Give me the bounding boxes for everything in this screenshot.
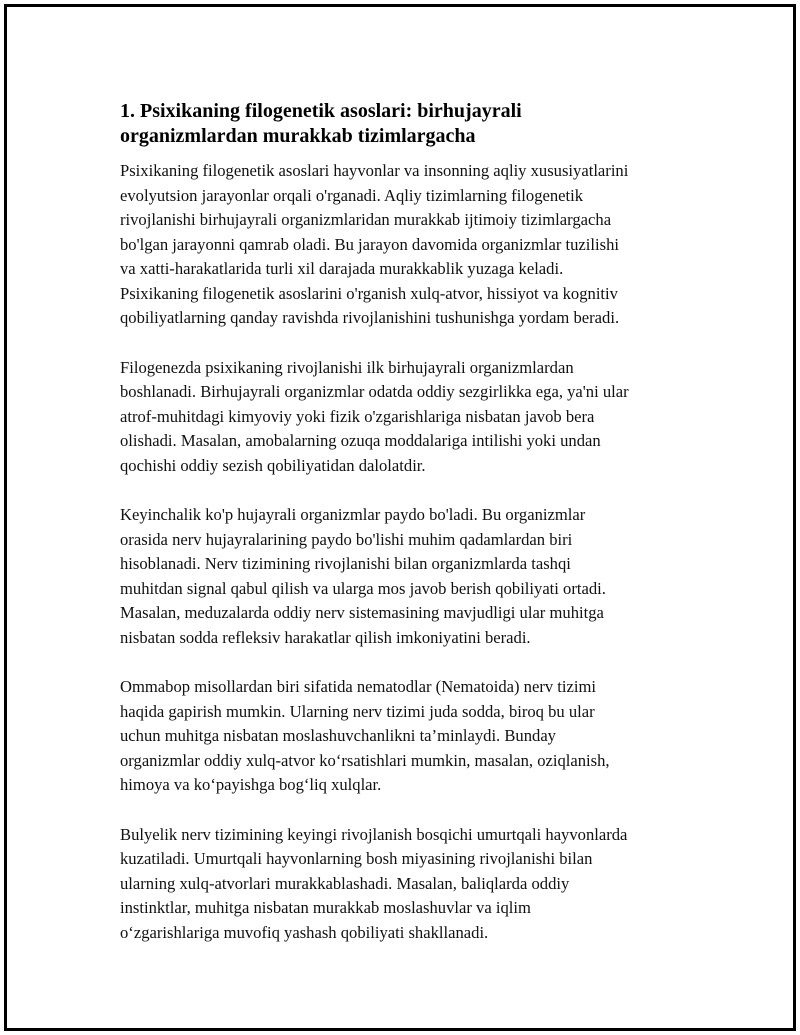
text-line: evolyutsion jarayonlar orqali o'rganadi. Aqliy tizimlarning filogenetik bbox=[120, 185, 584, 205]
text-line: uchun muhitga nisbatan moslashuvchanlikni ta’minlaydi. Bunday bbox=[120, 726, 556, 745]
text-line: Filogenezda psixikaning rivojlanishi ilk birhujayrali organizmlardan bbox=[120, 357, 574, 377]
paragraph-multicellular bbox=[120, 503, 695, 650]
text-line: boshlanadi. Birhujayrali organizmlar odatda oddiy sezgirlikka ega, ya'ni ular bbox=[120, 382, 629, 401]
text-line: qobiliyatlarning qanday ravishda rivojlanishini tushunishga yordam beradi. bbox=[120, 308, 620, 327]
page-frame bbox=[4, 4, 796, 1031]
text-line: o‘zgarishlariga muvofiq yashash qobiliyati shakllanadi. bbox=[120, 922, 489, 942]
paragraph-unicellular bbox=[120, 356, 695, 479]
text-line: himoya va ko‘payishga bog‘liq xulqlar. bbox=[120, 775, 382, 794]
text-line: olishadi. Masalan, amobalarning ozuqa moddalariga intilishi yoki undan bbox=[120, 431, 601, 450]
section-title bbox=[120, 99, 695, 149]
text-line: Psixikaning filogenetik asoslarini o'rganish xulq-atvor, hissiyot va kognitiv bbox=[120, 283, 618, 303]
document-body bbox=[120, 99, 695, 945]
text-line: bo'lgan jarayonni qamrab oladi. Bu jarayon davomida organizmlar tuzilishi bbox=[120, 234, 619, 254]
text-line: hisoblanadi. Nerv tizimining rivojlanishi bilan organizmlarda tashqi bbox=[120, 554, 571, 573]
text-line: muhitdan signal qabul qilish va ularga mos javob berish qobiliyati ortadi. bbox=[120, 578, 606, 598]
text-line: Keyinchalik ko'p hujayrali organizmlar paydo bo'ladi. Bu organizmlar bbox=[120, 505, 586, 524]
text-line: va xatti-harakatlarida turli xil darajada murakkablik yuzaga keladi. bbox=[120, 259, 564, 278]
text-line: atrof-muhitdagi kimyoviy yoki fizik o'zgarishlariga nisbatan javob bera bbox=[120, 406, 595, 426]
title-line: 1. Psixikaning filogenetik asoslari: birhujayrali bbox=[120, 100, 522, 122]
title-line: organizmlardan murakkab tizimlargacha bbox=[120, 125, 476, 147]
text-line: nisbatan sodda refleksiv harakatlar qilish imkoniyatini beradi. bbox=[120, 627, 531, 647]
text-line: Psixikaning filogenetik asoslari hayvonlar va insonning aqliy xususiyatlarini bbox=[120, 161, 629, 180]
text-line: rivojlanishi birhujayrali organizmlaridan murakkab ijtimoiy tizimlargacha bbox=[120, 210, 612, 229]
text-line: Masalan, meduzalarda oddiy nerv sistemasining mavjudligi ular muhitga bbox=[120, 603, 604, 622]
text-line: ularning xulq-atvorlari murakkablashadi. Masalan, baliqlarda oddiy bbox=[120, 873, 570, 893]
text-line: kuzatiladi. Umurtqali hayvonlarning bosh miyasining rivojlanishi bilan bbox=[120, 849, 593, 868]
text-line: Bulyelik nerv tizimining keyingi rivojlanish bosqichi umurtqali hayvonlarda bbox=[120, 824, 628, 844]
text-line: instinktlar, muhitga nisbatan murakkab moslashuvlar va iqlim bbox=[120, 898, 531, 917]
paragraph-nematodes bbox=[120, 675, 695, 798]
paragraph-intro bbox=[120, 159, 695, 331]
text-line: qochishi oddiy sezish qobiliyatidan dalolatdir. bbox=[120, 455, 426, 475]
text-line: Ommabop misollardan biri sifatida nematodlar (Nematoida) nerv tizimi bbox=[120, 677, 597, 696]
text-line: organizmlar oddiy xulq-atvor ko‘rsatishlari mumkin, masalan, oziqlanish, bbox=[120, 750, 610, 770]
text-line: haqida gapirish mumkin. Ularning nerv tizimi juda sodda, biroq bu ular bbox=[120, 701, 595, 721]
text-line: orasida nerv hujayralarining paydo bo'lishi muhim qadamlardan biri bbox=[120, 529, 573, 549]
paragraph-vertebrates bbox=[120, 823, 695, 946]
